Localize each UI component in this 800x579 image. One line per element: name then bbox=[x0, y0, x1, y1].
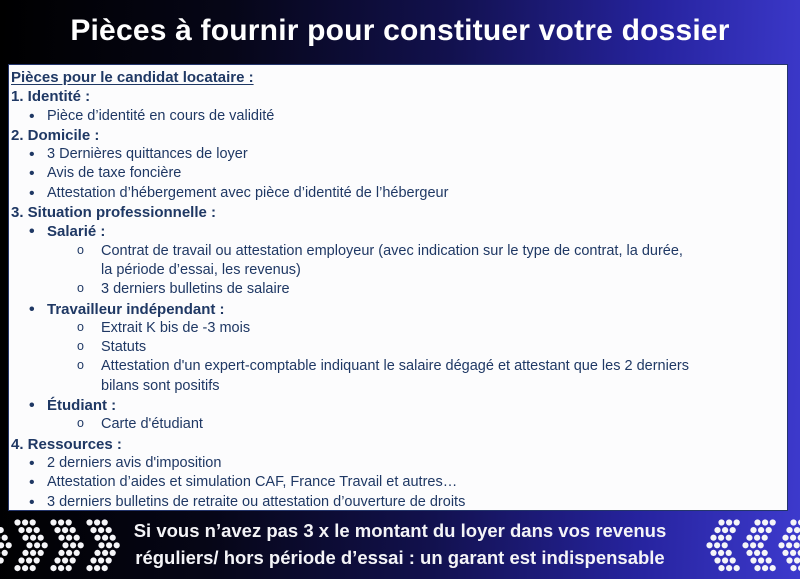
list-subitem: o Extrait K bis de -3 mois bbox=[11, 319, 785, 338]
list-heading: Pièces pour le candidat locataire : bbox=[11, 69, 254, 86]
list-item: • 2 derniers avis d'imposition bbox=[11, 454, 785, 473]
list-subitem: o 3 derniers bulletins de salaire bbox=[11, 280, 785, 299]
chevron-dots-left-icon bbox=[706, 519, 800, 572]
section-identite: 1. Identité : bbox=[11, 88, 91, 106]
list-subitem-continuation: la période d’essai, les revenus) bbox=[101, 261, 301, 278]
list-item: • 3 Dernières quittances de loyer bbox=[11, 145, 785, 164]
list-item: • Pièce d’identité en cours de validité bbox=[11, 107, 785, 126]
list-item-travailleur-independant: • Travailleur indépendant : bbox=[11, 300, 785, 319]
page-title: Pièces à fournir pour constituer votre dossier bbox=[70, 14, 730, 47]
list-item-etudiant: • Étudiant : bbox=[11, 396, 785, 415]
list-subitem: o Carte d'étudiant bbox=[11, 415, 785, 434]
document-body bbox=[8, 64, 788, 511]
section-domicile: 2. Domicile : bbox=[11, 126, 100, 144]
footer-warning-line2: réguliers/ hors période d’essai : un garant est indispensable bbox=[135, 547, 665, 568]
list-item: • 3 derniers bulletins de retraite ou attestation d’ouverture de droits bbox=[11, 493, 785, 511]
list-subitem: o Statuts bbox=[11, 338, 785, 357]
list-item: • Avis de taxe foncière bbox=[11, 164, 785, 183]
section-ressources: 4. Ressources : bbox=[11, 435, 122, 453]
chevron-dots-right-icon bbox=[0, 519, 128, 572]
list-item-salarie: • Salarié : bbox=[11, 222, 785, 241]
list-item: • Attestation d’aides et simulation CAF, France Travail et autres… bbox=[11, 473, 785, 492]
footer-warning-line1: Si vous n’avez pas 3 x le montant du loyer dans vos revenus bbox=[133, 520, 667, 541]
list-subitem: o Contrat de travail ou attestation employeur (avec indication sur le type de contrat, la durée, bbox=[11, 242, 785, 261]
list-item: • Attestation d’hébergement avec pièce d’identité de l’hébergeur bbox=[11, 184, 785, 203]
list-subitem: o Attestation d'un expert-comptable indiquant le salaire dégagé et attestant que les 2 derniers bbox=[11, 357, 785, 376]
list-subitem-continuation: bilans sont positifs bbox=[101, 377, 220, 394]
section-situation-professionnelle: 3. Situation professionnelle : bbox=[11, 204, 217, 222]
